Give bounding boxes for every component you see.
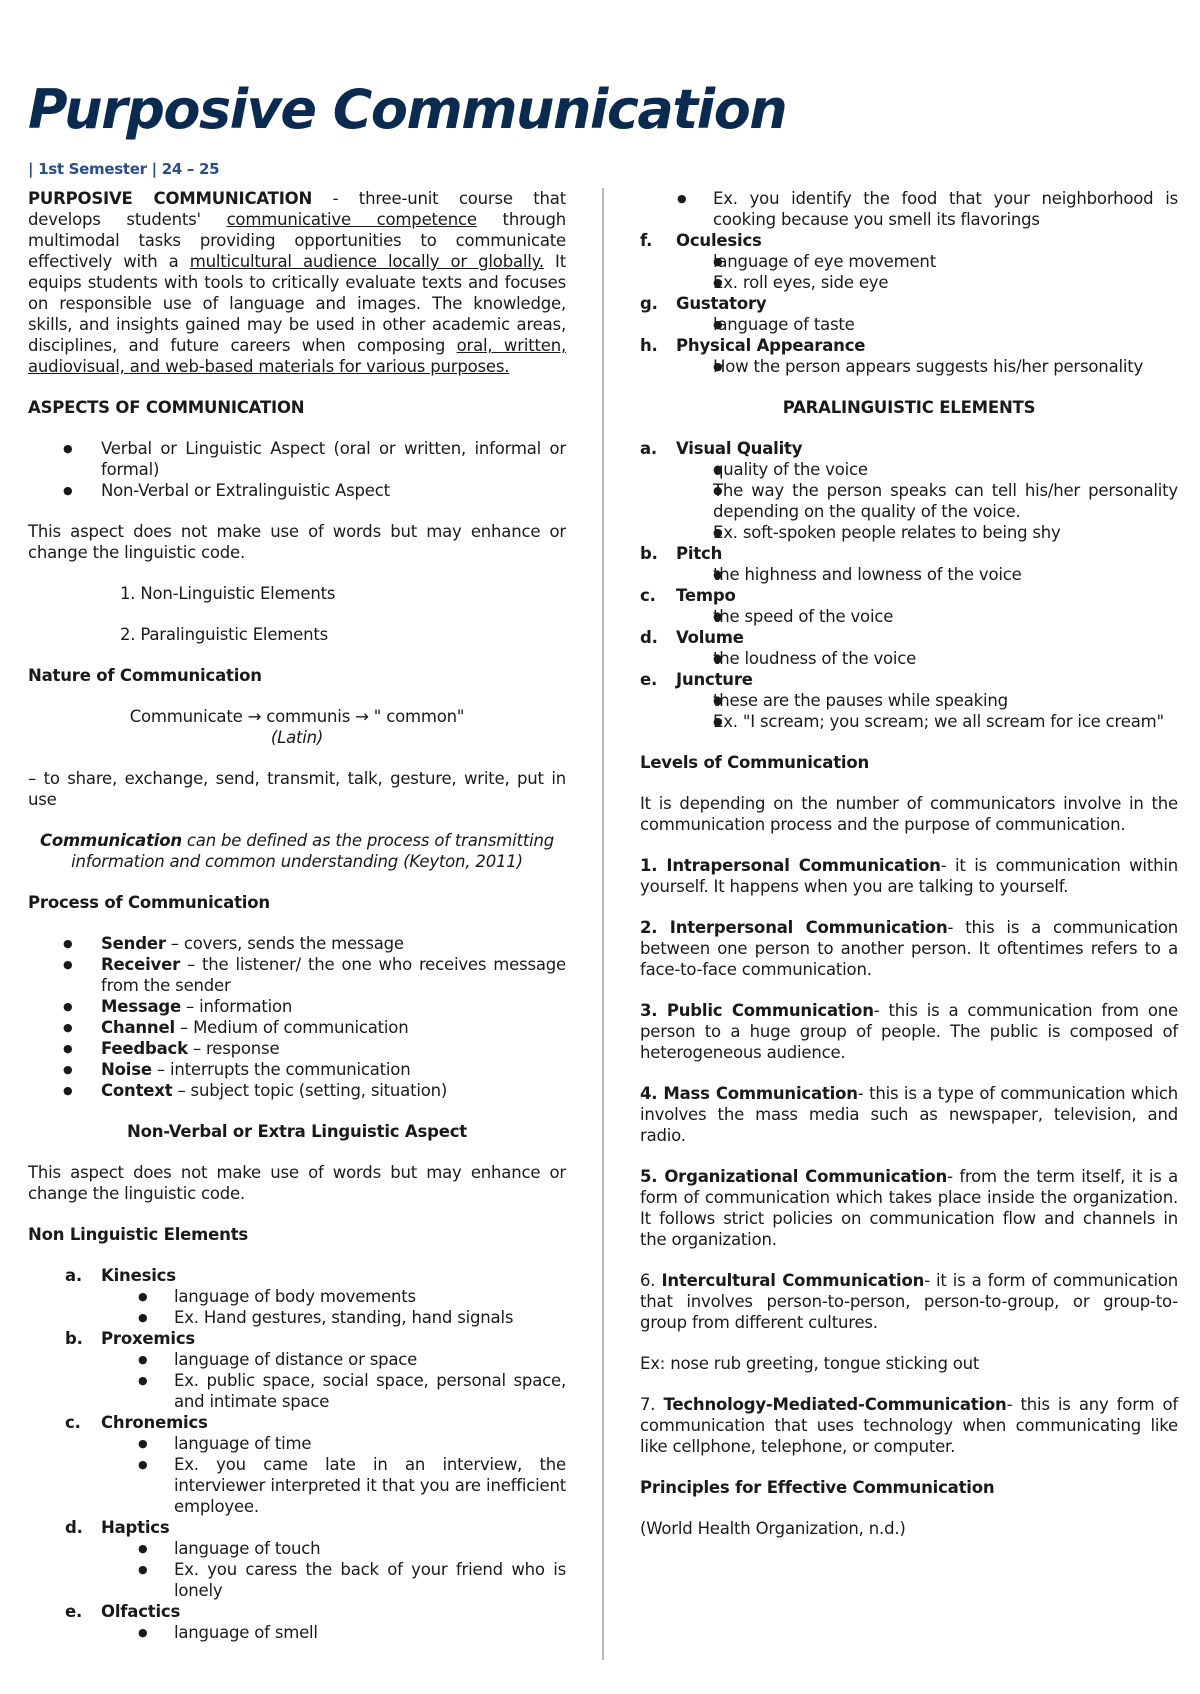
process-list xyxy=(28,933,566,1101)
element-group xyxy=(28,1412,566,1517)
element-group xyxy=(28,1601,566,1643)
process-desc: – interrupts the communication xyxy=(151,1060,411,1079)
list-item xyxy=(28,1080,566,1101)
level-item xyxy=(640,917,1178,980)
latin-label: (Latin) xyxy=(270,728,324,747)
level-term: Technology-Mediated-Communication xyxy=(663,1395,1007,1414)
aspects-list xyxy=(28,438,566,501)
list-item: ● these are the pauses while speaking xyxy=(603,690,1178,711)
list-item: ● language of distance or space xyxy=(28,1349,566,1370)
level-term: Interpersonal Communication xyxy=(669,918,948,937)
element-item: 1. Non-Linguistic Elements xyxy=(120,584,336,603)
element-name: Juncture xyxy=(676,670,753,689)
page-title: Purposive Communication xyxy=(28,78,787,141)
olfactics-continued xyxy=(640,188,1178,230)
level-number: 2. xyxy=(640,918,670,937)
element-name: Pitch xyxy=(676,544,723,563)
level-number: 3. xyxy=(640,1001,667,1020)
list-item: ● Ex. you came late in an interview, the interviewer interpreted it that you are inefficient employee. xyxy=(28,1454,566,1517)
list-item: ● language of smell xyxy=(28,1622,566,1643)
item-letter: a. xyxy=(640,439,658,458)
list-item: ● language of eye movement xyxy=(603,251,1178,272)
item-letter: b. xyxy=(65,1329,83,1348)
item-letter: f. xyxy=(640,231,653,250)
process-term: Context xyxy=(101,1081,173,1100)
item-letter: c. xyxy=(640,586,656,605)
list-item xyxy=(28,1038,566,1059)
list-item: ● The way the person speaks can tell his/her personality depending on the quality of the voice. xyxy=(603,480,1178,522)
list-item xyxy=(28,954,566,996)
list-item xyxy=(28,1017,566,1038)
level-term: Intercultural Communication xyxy=(661,1271,925,1290)
level-number: 7. xyxy=(640,1395,664,1414)
level-desc: - this is a communication from one person to a huge group of people. The public is composed of heterogeneous audience. xyxy=(640,1001,1178,1062)
process-term: Sender xyxy=(101,934,166,953)
nonverbal-note: This aspect does not make use of words but may enhance or change the linguistic code. xyxy=(28,1163,566,1203)
list-item xyxy=(28,996,566,1017)
element-group xyxy=(603,543,1178,585)
list-item: ● the highness and lowness of the voice xyxy=(603,564,1178,585)
element-name: Physical Appearance xyxy=(676,336,866,355)
level-desc: - it is a form of communication that involves person-to-person, person-to-group, or group-to-group from different cultures. xyxy=(640,1271,1179,1332)
meaning-text: – to share, exchange, send, transmit, talk, gesture, write, put in use xyxy=(28,769,566,809)
process-desc: – Medium of communication xyxy=(174,1018,409,1037)
level-item xyxy=(640,1166,1178,1250)
principles-heading: Principles for Effective Communication xyxy=(640,1478,995,1497)
level-term: Organizational Communication xyxy=(664,1167,948,1186)
nonling-list xyxy=(28,1265,566,1643)
element-item: 2. Paralinguistic Elements xyxy=(120,625,329,644)
principles-source: (World Health Organization, n.d.) xyxy=(640,1519,906,1538)
item-letter: g. xyxy=(640,294,658,313)
level-desc: - from the term itself, it is a form of communication which takes place inside the organization. It follows strict policies on communication flow and channels in the organization. xyxy=(640,1167,1178,1249)
element-name: Gustatory xyxy=(676,294,767,313)
process-heading: Process of Communication xyxy=(28,893,270,912)
intro-underline-3: oral, written, audiovisual, and web-based materials for various purposes. xyxy=(28,336,566,376)
process-term: Channel xyxy=(101,1018,175,1037)
element-group xyxy=(603,627,1178,669)
element-name: Chronemics xyxy=(101,1413,208,1432)
levels-intro: It is depending on the number of communicators involve in the communication process and the purpose of communication. xyxy=(640,794,1178,834)
level-number: 6. xyxy=(640,1271,662,1290)
element-group xyxy=(28,1328,566,1412)
element-name: Tempo xyxy=(676,586,736,605)
list-item: ● Ex. "I scream; you scream; we all scream for ice cream" xyxy=(603,711,1178,732)
list-item xyxy=(28,1059,566,1080)
level-number: 5. xyxy=(640,1167,665,1186)
level-item xyxy=(640,1270,1178,1333)
element-group xyxy=(28,1265,566,1328)
process-term: Feedback xyxy=(101,1039,188,1058)
aspects-heading: ASPECTS OF COMMUNICATION xyxy=(28,398,305,417)
element-name: Oculesics xyxy=(676,231,762,250)
list-item: ● language of touch xyxy=(28,1538,566,1559)
level-item xyxy=(640,1000,1178,1063)
item-letter: a. xyxy=(65,1266,83,1285)
process-term: Message xyxy=(101,997,181,1016)
list-item: ● language of body movements xyxy=(28,1286,566,1307)
para-heading: PARALINGUISTIC ELEMENTS xyxy=(782,398,1036,417)
list-item: ● quality of the voice xyxy=(603,459,1178,480)
level-item xyxy=(640,855,1178,897)
right-column xyxy=(640,188,1178,1559)
item-letter: d. xyxy=(65,1518,83,1537)
process-term: Noise xyxy=(101,1060,152,1079)
list-item: ● Ex. public space, social space, personal space, and intimate space xyxy=(28,1370,566,1412)
process-desc: – the listener/ the one who receives message from the sender xyxy=(101,955,566,995)
list-item: ● Ex. roll eyes, side eye xyxy=(603,272,1178,293)
element-group xyxy=(603,230,1178,293)
element-group xyxy=(603,335,1178,377)
element-name: Proxemics xyxy=(101,1329,196,1348)
level-term: Mass Communication xyxy=(663,1084,858,1103)
list-item xyxy=(28,933,566,954)
element-name: Volume xyxy=(676,628,744,647)
process-desc: – response xyxy=(187,1039,280,1058)
definition xyxy=(28,830,566,872)
list-item: ● Ex. you caress the back of your friend who is lonely xyxy=(28,1559,566,1601)
process-desc: – information xyxy=(181,997,293,1016)
list-item: ● language of taste xyxy=(603,314,1178,335)
intro-underline-1: communicative competence xyxy=(226,210,477,229)
list-item: ● the loudness of the voice xyxy=(603,648,1178,669)
list-item: ● the speed of the voice xyxy=(603,606,1178,627)
list-item: ● language of time xyxy=(28,1433,566,1454)
semester-label: | 1st Semester | 24 – 25 xyxy=(28,160,220,178)
process-desc: – covers, sends the message xyxy=(165,934,404,953)
element-group xyxy=(28,1517,566,1601)
level-desc: - it is communication within yourself. It happens when you are talking to yourself. xyxy=(640,856,1178,896)
left-column xyxy=(28,188,566,1663)
definition-text: can be defined as the process of transmitting information and common understanding (Keyton, 2011) xyxy=(71,831,555,871)
list-item: ● Ex. you identify the food that your neighborhood is cooking because you smell its flavorings xyxy=(567,188,1178,230)
level-desc: - this is a type of communication which involves the mass media such as newspaper, television, and radio. xyxy=(640,1084,1178,1145)
element-group xyxy=(603,293,1178,335)
element-name: Haptics xyxy=(101,1518,170,1537)
level-number: 4. xyxy=(640,1084,664,1103)
nonling-list-continued xyxy=(603,230,1178,377)
element-name: Olfactics xyxy=(101,1602,181,1621)
process-desc: – subject topic (setting, situation) xyxy=(172,1081,448,1100)
process-term: Receiver xyxy=(101,955,181,974)
para-list xyxy=(603,438,1178,732)
item-letter: e. xyxy=(640,670,658,689)
list-item: ● Verbal or Linguistic Aspect (oral or written, informal or formal) xyxy=(28,438,566,480)
list-item: ● How the person appears suggests his/her personality xyxy=(603,356,1178,377)
list-item: ● Ex. soft-spoken people relates to being shy xyxy=(603,522,1178,543)
column-divider xyxy=(602,188,604,1660)
intro-text-1: - three-unit course that develops students' xyxy=(28,189,566,229)
item-letter: e. xyxy=(65,1602,83,1621)
element-group xyxy=(603,585,1178,627)
level-desc: - this is a communication between one person to another person. It oftentimes refers to a face-to-face communication. xyxy=(640,918,1178,979)
intercultural-example: Ex: nose rub greeting, tongue sticking out xyxy=(640,1354,980,1373)
level-number: 1. xyxy=(640,856,667,875)
element-group xyxy=(603,669,1178,732)
level-term: Intrapersonal Communication xyxy=(666,856,941,875)
element-group xyxy=(603,438,1178,543)
intro-underline-2: multicultural audience locally or globally. xyxy=(189,252,544,271)
element-name: Visual Quality xyxy=(676,439,803,458)
item-letter: b. xyxy=(640,544,658,563)
element-name: Kinesics xyxy=(101,1266,176,1285)
list-item: ● Non-Verbal or Extralinguistic Aspect xyxy=(28,480,566,501)
item-letter: c. xyxy=(65,1413,81,1432)
intro-text-3: It equips students with tools to critically evaluate texts and focuses on responsible use of language and images. The knowledge, skills, and insights gained may be used in other academic areas, disciplines, and future careers when composing xyxy=(28,252,566,355)
levels-heading: Levels of Communication xyxy=(640,753,870,772)
etymology: Communicate → communis → " common" xyxy=(129,707,465,726)
level-desc: - this is any form of communication that uses technology when communicating like like cellphone, telephone, or computer. xyxy=(640,1395,1178,1456)
item-letter: d. xyxy=(640,628,658,647)
list-item: ● Ex. Hand gestures, standing, hand signals xyxy=(28,1307,566,1328)
level-item xyxy=(640,1083,1178,1146)
nonverbal-heading: Non-Verbal or Extra Linguistic Aspect xyxy=(127,1122,467,1141)
intro-term: PURPOSIVE COMMUNICATION xyxy=(28,189,313,208)
intro-text-2: through multimodal tasks providing opportunities to communicate effectively with a xyxy=(28,210,566,271)
nature-heading: Nature of Communication xyxy=(28,666,262,685)
nonling-heading: Non Linguistic Elements xyxy=(28,1225,249,1244)
level-term: Public Communication xyxy=(666,1001,874,1020)
definition-term: Communication xyxy=(39,831,182,850)
intro-paragraph xyxy=(28,188,566,377)
aspect-note: This aspect does not make use of words but may enhance or change the linguistic code. xyxy=(28,522,566,562)
item-letter: h. xyxy=(640,336,658,355)
level-item xyxy=(640,1394,1178,1457)
